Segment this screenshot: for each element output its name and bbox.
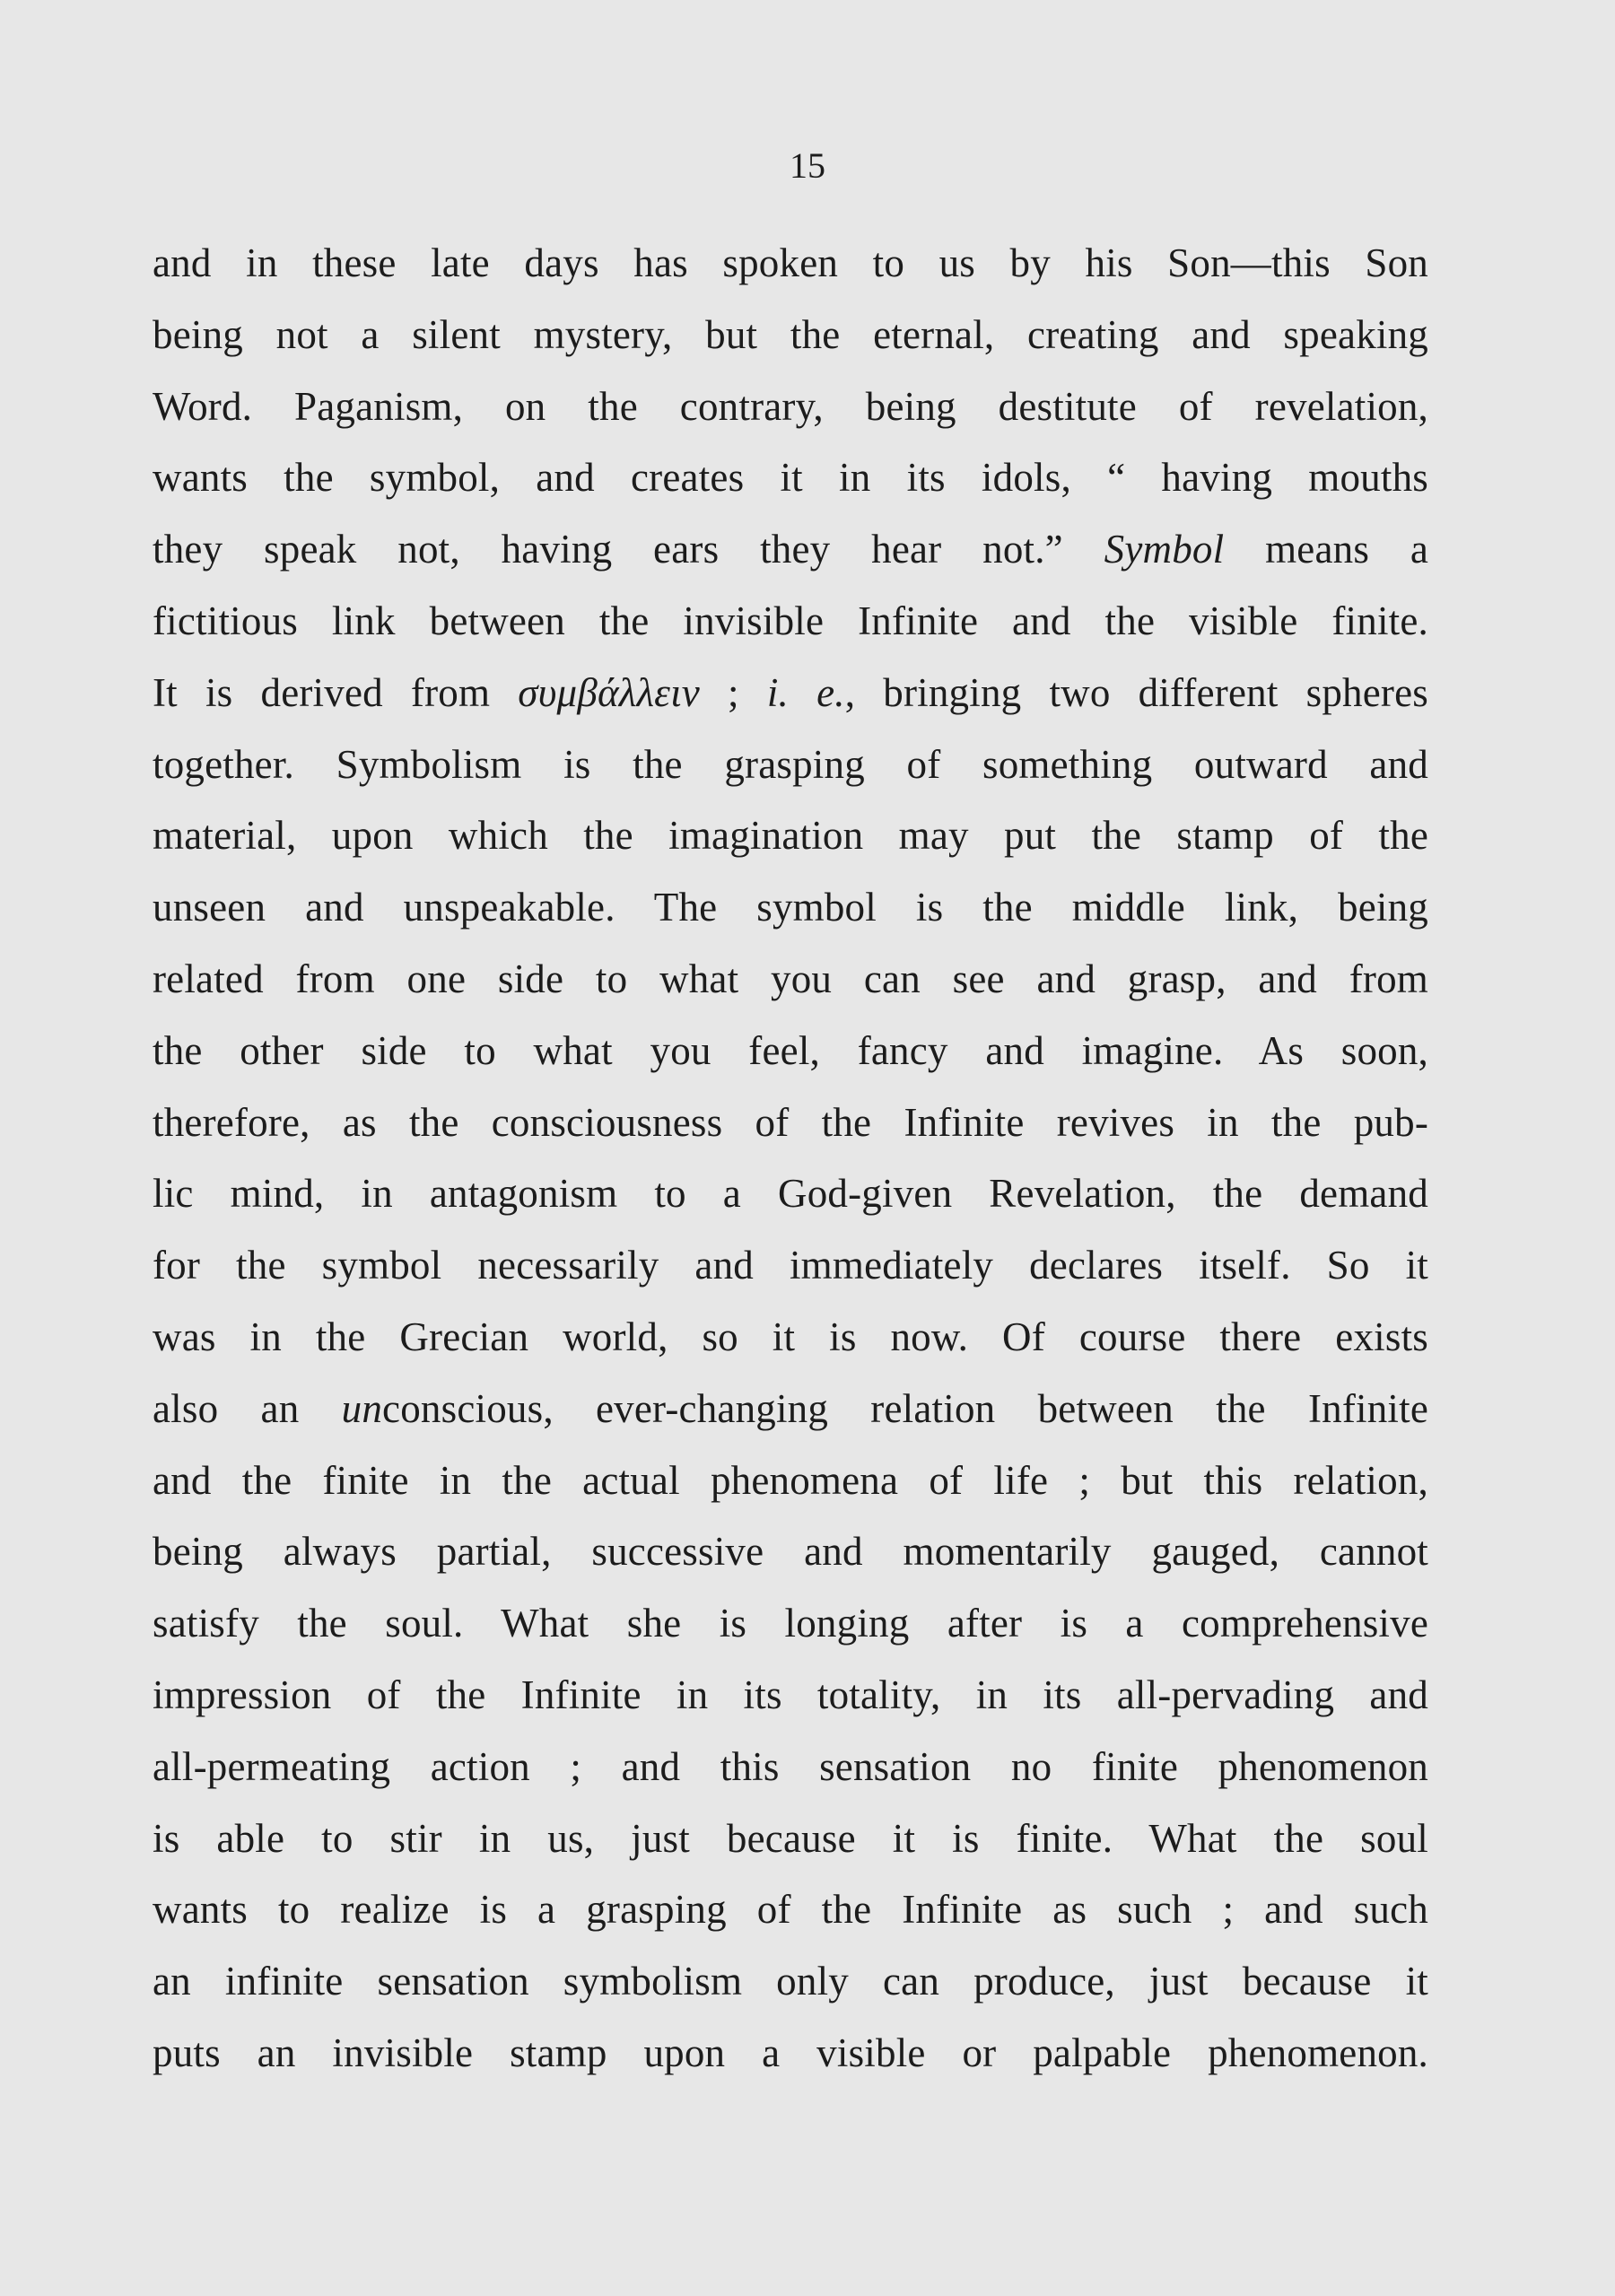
text-line (153, 1950, 1428, 2021)
text-line (153, 661, 1428, 733)
text-span: , bringing two different spheres (844, 669, 1428, 715)
italic-text-span: un (341, 1385, 383, 1431)
text-line (153, 1592, 1428, 1663)
text-line (153, 375, 1428, 447)
text-span: Word. Paganism, on the contrary, being destitute of revelation, (153, 383, 1428, 429)
text-span: ; (699, 669, 767, 715)
text-span: together. Symbolism is the grasping of something outward and (153, 741, 1428, 787)
text-span: lic mind, in antagonism to a God-given Revelation, the demand (153, 1171, 1428, 1217)
text-line (153, 446, 1428, 518)
text-span: material, upon which the imagination may put the stamp of the (153, 813, 1428, 859)
text-span: It is derived from (153, 669, 519, 715)
text-span: they speak not, having ears they hear not.” (153, 527, 1104, 572)
text-line (153, 1091, 1428, 1163)
text-line (153, 2021, 1428, 2093)
text-span: was in the Grecian world, so it is now. Of course there exists (153, 1314, 1428, 1359)
text-span: is able to stir in us, just because it is finite. What the soul (153, 1815, 1428, 1861)
text-span: related from one side to what you can see and grasp, and from (153, 956, 1428, 1001)
italic-text-span: Symbol (1104, 527, 1225, 572)
text-line (153, 804, 1428, 876)
text-line (153, 1449, 1428, 1521)
text-line (153, 1234, 1428, 1305)
text-line (153, 303, 1428, 375)
text-span: being always partial, successive and momentarily gauged, cannot (153, 1529, 1428, 1575)
text-line (153, 1305, 1428, 1377)
text-line (153, 518, 1428, 589)
page-number: 15 (790, 145, 825, 186)
text-span: satisfy the soul. What she is longing after is a comprehensive (153, 1601, 1428, 1646)
text-span: means a (1224, 527, 1428, 572)
text-span: also an (153, 1385, 342, 1431)
text-line (153, 947, 1428, 1019)
italic-text-span: i. e. (766, 669, 845, 715)
text-span: all-permeating action ; and this sensation no finite phenomenon (153, 1743, 1428, 1789)
text-span: and the finite in the actual phenomena of life ; but this relation, (153, 1457, 1428, 1503)
text-span: unseen and unspeakable. The symbol is the middle link, being (153, 885, 1428, 930)
text-line (153, 733, 1428, 805)
text-line (153, 1878, 1428, 1950)
body-text (153, 231, 1428, 2093)
text-span: for the symbol necessarily and immediately declares itself. So it (153, 1243, 1428, 1288)
text-span: an infinite sensation symbolism only can produce, just because it (153, 1959, 1428, 2004)
text-span: impression of the Infinite in its totality, in its all-pervading and (153, 1672, 1428, 1717)
text-span: conscious, ever-changing relation between the Infinite (382, 1385, 1428, 1431)
text-line (153, 1019, 1428, 1091)
text-line (153, 1735, 1428, 1807)
text-span: wants to realize is a grasping of the Infinite as such ; and such (153, 1887, 1428, 1933)
text-line (153, 231, 1428, 303)
italic-text-span: συμβάλλειν (518, 669, 700, 715)
text-line (153, 1377, 1428, 1449)
text-line (153, 876, 1428, 947)
text-span: being not a silent mystery, but the eternal, creating and speaking (153, 311, 1428, 357)
text-span: fictitious link between the invisible Infinite and the visible finite. (153, 598, 1428, 643)
text-line (153, 1520, 1428, 1592)
text-line (153, 1162, 1428, 1234)
text-span: and in these late days has spoken to us by his Son—this Son (153, 240, 1428, 285)
text-span: therefore, as the consciousness of the Infinite revives in the pub- (153, 1099, 1428, 1145)
text-line (153, 1807, 1428, 1879)
text-span: the other side to what you feel, fancy and imagine. As soon, (153, 1027, 1428, 1073)
text-line (153, 1663, 1428, 1735)
text-span: puts an invisible stamp upon a visible or palpable phenomenon. (153, 2030, 1428, 2075)
text-span: wants the symbol, and creates it in its idols, “ having mouths (153, 455, 1428, 501)
text-line (153, 589, 1428, 661)
